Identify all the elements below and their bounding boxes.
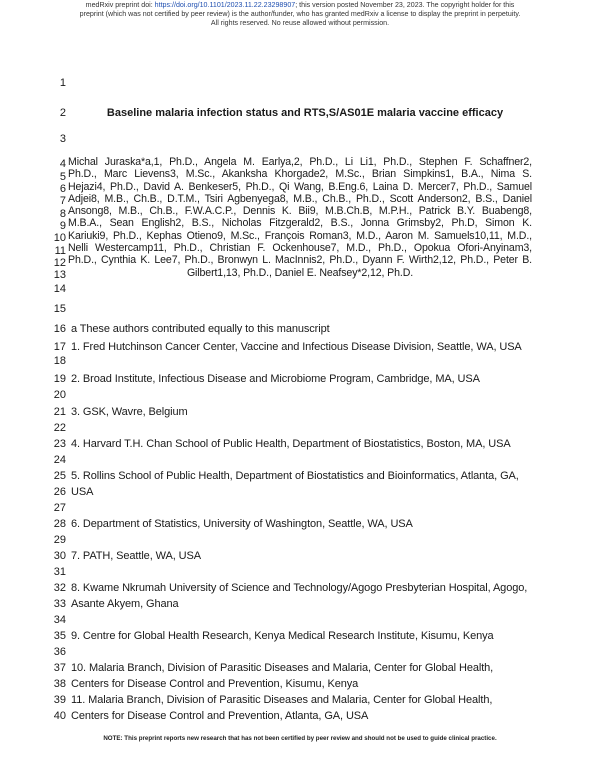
line-number: 34 xyxy=(53,614,66,626)
paper-title: Baseline malaria infection status and RTS,S/AS01E malaria vaccine efficacy xyxy=(106,107,504,119)
line-number: 3 xyxy=(59,133,66,145)
line-number: 12 xyxy=(53,257,66,269)
line-number: 25 xyxy=(53,470,66,482)
affiliation: Asante Akyem, Ghana xyxy=(71,598,179,610)
affiliation: 2. Broad Institute, Infectious Disease and Microbiome Program, Cambridge, MA, USA xyxy=(71,373,480,385)
author-line: Ansong8, M.B., Ch.B., F.W.A.C.P., Dennis K. Bii9, M.B.Ch.B, M.P.H., Patrick B.Y. Buabeng8, xyxy=(68,205,532,218)
affiliation: 4. Harvard T.H. Chan School of Public Health, Department of Biostatistics, Boston, MA, USA xyxy=(71,438,511,450)
author-line: Michal Juraska*a,1, Ph.D., Angela M. Earlya,2, Ph.D., Li Li1, Ph.D., Stephen F. Schaffner2, xyxy=(68,156,532,168)
line-number: 40 xyxy=(53,710,66,722)
line-number: 39 xyxy=(53,694,66,706)
affiliation: 11. Malaria Branch, Division of Parasitic Diseases and Malaria, Center for Global Health, xyxy=(71,694,493,706)
line-number: 2 xyxy=(59,107,66,119)
banner-line-1: medRxiv preprint doi: https://doi.org/10.1101/2023.11.22.23298907; this version posted November 23, 2023. The copyright holder for this xyxy=(85,1,515,9)
line-number: 24 xyxy=(53,454,66,466)
line-number: 15 xyxy=(53,303,66,315)
line-number: 7 xyxy=(59,195,66,207)
author-line: Kariuki9, Ph.D., Kephas Otieno9, M.Sc., François Roman3, M.D., Aaron M. Samuels10,11, M.D., xyxy=(68,229,532,242)
line-number: 36 xyxy=(53,646,66,658)
line-number: 26 xyxy=(53,486,66,498)
affiliation: 7. PATH, Seattle, WA, USA xyxy=(71,550,201,562)
affiliation: 3. GSK, Wavre, Belgium xyxy=(71,406,188,418)
banner-line-3: All rights reserved. No reuse allowed without permission. xyxy=(210,18,390,27)
line-number: 38 xyxy=(53,678,66,690)
line-number: 5 xyxy=(59,171,66,183)
author-list xyxy=(68,156,532,279)
affiliation: 5. Rollins School of Public Health, Department of Biostatistics and Bioinformatics, Atlanta, GA, xyxy=(71,470,519,482)
equal-contribution-note: a These authors contributed equally to this manuscript xyxy=(71,323,330,335)
author-line: Adjei8, M.B., Ch.B., D.T.M., Tsiri Agbenyega8, M.B., Ch.B., Ph.D., Scott Anderson2, B.S., Daniel xyxy=(68,192,532,205)
doi-link[interactable]: https://doi.org/10.1101/2023.11.22.23298907 xyxy=(154,1,296,9)
author-line: Hejazi4, Ph.D., David A. Benkeser5, Ph.D., Qi Wang, B.Eng.6, Laina D. Mercer7, Ph.D., Samuel xyxy=(68,180,532,193)
line-number: 4 xyxy=(59,158,66,170)
affiliation: 9. Centre for Global Health Research, Kenya Medical Research Institute, Kisumu, Kenya xyxy=(71,630,494,642)
line-number: 32 xyxy=(53,582,66,594)
line-number: 30 xyxy=(53,550,66,562)
line-number: 19 xyxy=(53,373,66,385)
line-number: 31 xyxy=(53,566,66,578)
author-line: Gilbert1,13, Ph.D., Daniel E. Neafsey*2,12, Ph.D. xyxy=(186,266,414,279)
affiliation: 6. Department of Statistics, University of Washington, Seattle, WA, USA xyxy=(71,518,413,530)
line-number: 6 xyxy=(59,183,66,195)
line-number: 1 xyxy=(59,77,66,89)
line-number: 37 xyxy=(53,662,66,674)
line-number: 23 xyxy=(53,438,66,450)
affiliation: 1. Fred Hutchinson Cancer Center, Vaccine and Infectious Disease Division, Seattle, WA, USA xyxy=(71,341,522,353)
line-number: 16 xyxy=(53,323,66,335)
line-number: 18 xyxy=(53,355,66,367)
author-line: Ph.D., Marc Lievens3, M.Sc., Akanksha Khorgade2, M.Sc., Brian Simpkins1, B.A., Nima S. xyxy=(68,168,532,181)
line-number: 22 xyxy=(53,422,66,434)
line-number: 28 xyxy=(53,518,66,530)
banner-line-2: preprint (which was not certified by peer review) is the author/funder, who has granted medRxiv a license to display the preprint in perpetuity. xyxy=(79,9,521,18)
line-number: 11 xyxy=(54,245,66,257)
line-number: 8 xyxy=(59,208,66,220)
affiliation: Centers for Disease Control and Prevention, Atlanta, GA, USA xyxy=(71,710,369,722)
line-number: 27 xyxy=(53,502,66,514)
preprint-banner xyxy=(40,1,560,27)
line-number: 20 xyxy=(53,389,66,401)
affiliation: 10. Malaria Branch, Division of Parasitic Diseases and Malaria, Center for Global Health, xyxy=(71,662,494,674)
preprint-footer-note: NOTE: This preprint reports new research that has not been certified by peer review and should not be used to guide clinical practice. xyxy=(103,735,497,742)
author-line: M.B.A., Sean English2, B.S., Nicholas Fitzgerald2, B.S., Jonna Grimsby2, Ph.D, Simon K. xyxy=(68,217,532,230)
line-number: 14 xyxy=(53,283,66,295)
line-number: 21 xyxy=(53,406,66,418)
line-number: 13 xyxy=(53,269,66,281)
line-number: 10 xyxy=(53,232,66,244)
author-line: Nelli Westercamp11, Ph.D., Christian F. Ockenhouse7, M.D., Ph.D., Opokua Ofori-Anyinam3, xyxy=(68,242,532,255)
affiliation: USA xyxy=(71,486,94,498)
line-number: 33 xyxy=(53,598,66,610)
line-number: 17 xyxy=(53,341,66,353)
affiliation: Centers for Disease Control and Prevention, Kisumu, Kenya xyxy=(71,678,359,690)
line-number: 9 xyxy=(59,220,66,232)
affiliation: 8. Kwame Nkrumah University of Science and Technology/Agogo Presbyterian Hospital, Agogo, xyxy=(71,582,528,594)
author-line: Ph.D., Cynthia K. Lee7, Ph.D., Bronwyn L. MacInnis2, Ph.D., Dyann F. Wirth2,12, Ph.D., Peter B. xyxy=(68,254,532,267)
line-number: 29 xyxy=(53,534,66,546)
line-number: 35 xyxy=(53,630,66,642)
